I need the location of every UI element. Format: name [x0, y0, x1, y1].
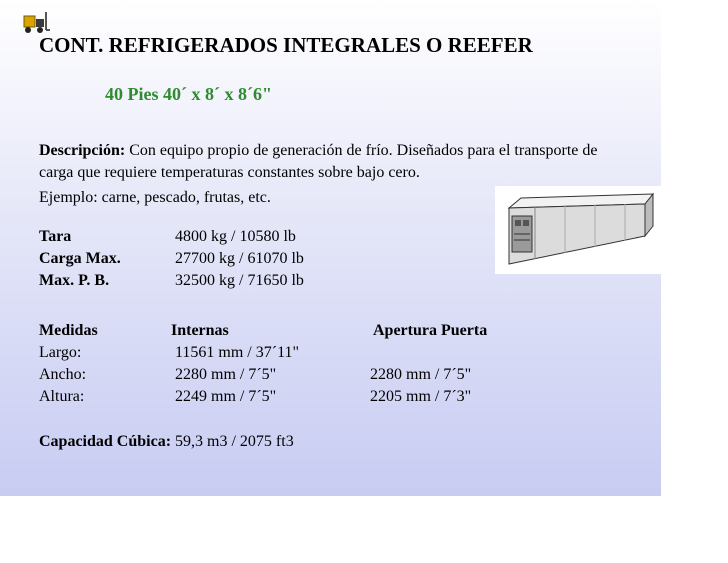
measure-label-altura: Altura: — [39, 388, 85, 405]
measures-header-label: Medidas — [39, 322, 98, 339]
reefer-container-image — [495, 186, 663, 274]
description-text: Con equipo propio de generación de frío. Diseñados para el transporte de carga que requiere temperaturas constantes sobre bajo cero. — [39, 142, 598, 181]
weight-label-carga: Carga Max. — [39, 250, 121, 267]
measure-internas-altura: 2249 mm / 7´5" — [175, 388, 277, 405]
description — [39, 140, 599, 184]
example-text: Ejemplo: carne, pescado, frutas, etc. — [39, 189, 271, 206]
measures-header-internas: Internas — [171, 322, 229, 339]
measure-internas-ancho: 2280 mm / 7´5" — [175, 366, 277, 383]
page-title: CONT. REFRIGERADOS INTEGRALES O REEFER — [39, 33, 533, 57]
measure-internas-largo: 11561 mm / 37´11" — [175, 344, 300, 361]
measure-label-largo: Largo: — [39, 344, 82, 361]
weight-value-carga: 27700 kg / 61070 lb — [175, 250, 304, 267]
weight-label-max-pb: Max. P. B. — [39, 272, 110, 289]
weight-label-tara: Tara — [39, 228, 72, 245]
capacity-value: 59,3 m3 / 2075 ft3 — [171, 433, 294, 450]
measures-header-apertura: Apertura Puerta — [373, 322, 488, 339]
weight-value-max-pb: 32500 kg / 71650 lb — [175, 272, 304, 289]
capacity — [39, 431, 294, 453]
description-label: Descripción: — [39, 142, 126, 159]
weight-value-tara: 4800 kg / 10580 lb — [175, 228, 296, 245]
capacity-label: Capacidad Cúbica: — [39, 433, 172, 450]
measure-label-ancho: Ancho: — [39, 366, 87, 383]
measure-apertura-altura: 2205 mm / 7´3" — [370, 388, 472, 405]
measure-apertura-ancho: 2280 mm / 7´5" — [370, 366, 472, 383]
container-size-subtitle: 40 Pies 40´ x 8´ x 8´6" — [105, 84, 272, 104]
